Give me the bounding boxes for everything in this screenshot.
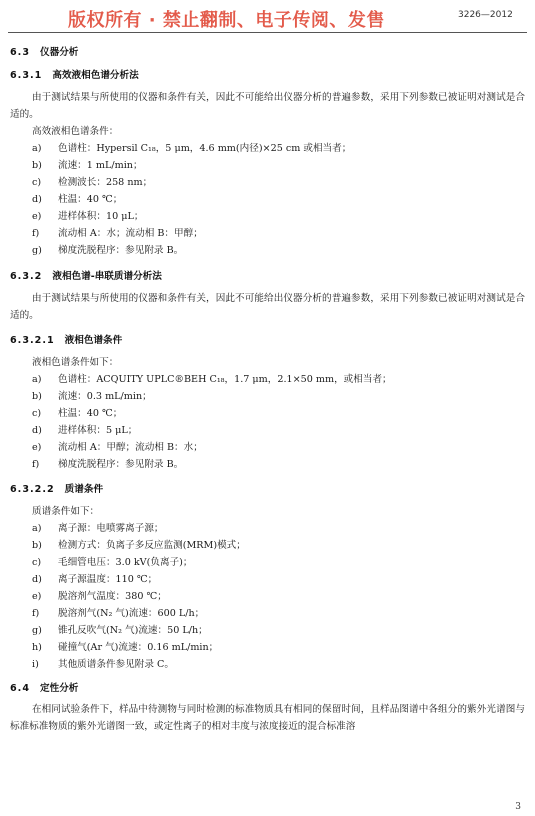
list-item	[10, 157, 525, 174]
list-item	[10, 174, 525, 191]
item-text: 离子源温度：110 ℃；	[58, 574, 158, 585]
subsection-heading	[10, 268, 525, 282]
section-title: 高效液相色谱分析法	[52, 70, 139, 81]
item-label: i)	[32, 659, 39, 670]
list-item	[10, 388, 525, 405]
item-text: 检测波长：258 nm；	[58, 177, 153, 188]
list-item	[10, 537, 525, 554]
item-text: 流速：1 mL/min；	[58, 160, 143, 171]
list-item	[10, 622, 525, 639]
list-item	[10, 656, 525, 673]
item-text: 流速：0.3 mL/min；	[58, 391, 152, 402]
item-text: 进样体积：5 μL；	[58, 425, 138, 436]
item-label: f)	[32, 608, 40, 619]
item-text: 色谱柱：Hypersil C₁₈，5 μm，4.6 mm(内径)×25 cm 或相当者；	[58, 143, 352, 154]
list-item	[10, 639, 525, 656]
section-number: 6.3.2	[10, 271, 43, 282]
list-item	[10, 140, 525, 157]
item-label: a)	[32, 523, 42, 534]
item-text: 脱溶剂气(N₂ 气)流速：600 L/h；	[58, 608, 205, 619]
item-label: d)	[32, 574, 42, 585]
section-heading	[10, 44, 525, 58]
paragraph: 由于测试结果与所使用的仪器和条件有关，因此不可能给出仪器分析的普遍参数，采用下列参数已被证明对测试是合适的。	[10, 293, 525, 321]
section-heading	[10, 680, 525, 694]
list-item	[10, 191, 525, 208]
item-label: e)	[32, 591, 42, 602]
item-text: 碰撞气(Ar 气)流速：0.16 mL/min；	[58, 642, 219, 653]
item-label: d)	[32, 425, 42, 436]
item-text: 流动相 A：水；流动相 B：甲醇；	[58, 228, 203, 239]
item-text: 梯度洗脱程序：参见附录 B。	[58, 459, 184, 470]
item-text: 流动相 A：甲醇；流动相 B：水；	[58, 442, 203, 453]
copyright-watermark: 版权所有 · 禁止翻制、电子传阅、发售	[68, 10, 385, 31]
item-text: 脱溶剂气温度：380 ℃；	[58, 591, 167, 602]
item-label: f)	[32, 228, 40, 239]
hplc-conditions-list	[10, 140, 525, 259]
section-number: 6.3.1	[10, 70, 43, 81]
item-label: c)	[32, 557, 42, 568]
item-text: 离子源：电喷雾离子源；	[58, 523, 164, 534]
header-rule	[8, 32, 527, 33]
list-item	[10, 588, 525, 605]
item-label: h)	[32, 642, 42, 653]
list-lead: 高效液相色谱条件：	[32, 126, 119, 137]
item-text: 其他质谱条件参见附录 C。	[58, 659, 174, 670]
paragraph: 在相同试验条件下，样品中待测物与同时检测的标准物质具有相同的保留时间，且样品图谱中各组分的紫外光谱图与标准标准物质的紫外光谱图一致，或定性离子的相对丰度与浓度接近的混合标准溶	[10, 704, 525, 732]
list-item	[10, 456, 525, 473]
item-label: a)	[32, 143, 42, 154]
item-label: e)	[32, 211, 42, 222]
item-text: 进样体积：10 μL；	[58, 211, 144, 222]
list-lead: 液相色谱条件如下：	[32, 357, 119, 368]
standard-number: 3226—2012	[458, 10, 513, 20]
section-title: 仪器分析	[40, 47, 79, 58]
list-item	[10, 605, 525, 622]
item-label: b)	[32, 540, 42, 551]
section-number: 6.3.2.2	[10, 484, 55, 495]
item-label: f)	[32, 459, 40, 470]
subsection-heading	[10, 67, 525, 81]
item-text: 梯度洗脱程序：参见附录 B。	[58, 245, 184, 256]
item-label: d)	[32, 194, 42, 205]
list-item	[10, 422, 525, 439]
item-text: 锥孔反吹气(N₂ 气)流速：50 L/h；	[58, 625, 208, 636]
paragraph: 由于测试结果与所使用的仪器和条件有关，因此不可能给出仪器分析的普遍参数，采用下列参数已被证明对测试是合适的。	[10, 92, 525, 120]
subsubsection-heading	[10, 332, 525, 346]
section-title: 质谱条件	[64, 484, 104, 495]
item-label: g)	[32, 625, 42, 636]
section-number: 6.3	[10, 47, 30, 58]
section-title: 定性分析	[40, 683, 79, 694]
page-number: 3	[515, 802, 521, 812]
item-label: b)	[32, 160, 42, 171]
document-body	[10, 44, 525, 735]
item-text: 毛细管电压：3.0 kV(负离子)；	[58, 557, 193, 568]
item-label: e)	[32, 442, 42, 453]
item-label: a)	[32, 374, 42, 385]
section-number: 6.3.2.1	[10, 335, 55, 346]
list-item	[10, 571, 525, 588]
list-lead: 质谱条件如下：	[32, 506, 100, 517]
section-title: 液相色谱-串联质谱分析法	[52, 271, 162, 282]
item-text: 色谱柱：ACQUITY UPLC®BEH C₁₈，1.7 μm，2.1×50 mm，或相当者；	[58, 374, 392, 385]
ms-conditions-list	[10, 520, 525, 673]
item-label: c)	[32, 177, 42, 188]
item-label: b)	[32, 391, 42, 402]
item-label: c)	[32, 408, 42, 419]
lc-conditions-list	[10, 371, 525, 473]
list-item	[10, 242, 525, 259]
list-item	[10, 439, 525, 456]
list-item	[10, 520, 525, 537]
item-text: 检测方式：负离子多反应监测(MRM)模式；	[58, 540, 246, 551]
list-item	[10, 405, 525, 422]
section-title: 液相色谱条件	[64, 335, 123, 346]
item-label: g)	[32, 245, 42, 256]
list-item	[10, 554, 525, 571]
item-text: 柱温：40 ℃；	[58, 408, 123, 419]
list-item	[10, 208, 525, 225]
list-item	[10, 225, 525, 242]
section-number: 6.4	[10, 683, 30, 694]
subsubsection-heading	[10, 481, 525, 495]
item-text: 柱温：40 ℃；	[58, 194, 123, 205]
list-item	[10, 371, 525, 388]
